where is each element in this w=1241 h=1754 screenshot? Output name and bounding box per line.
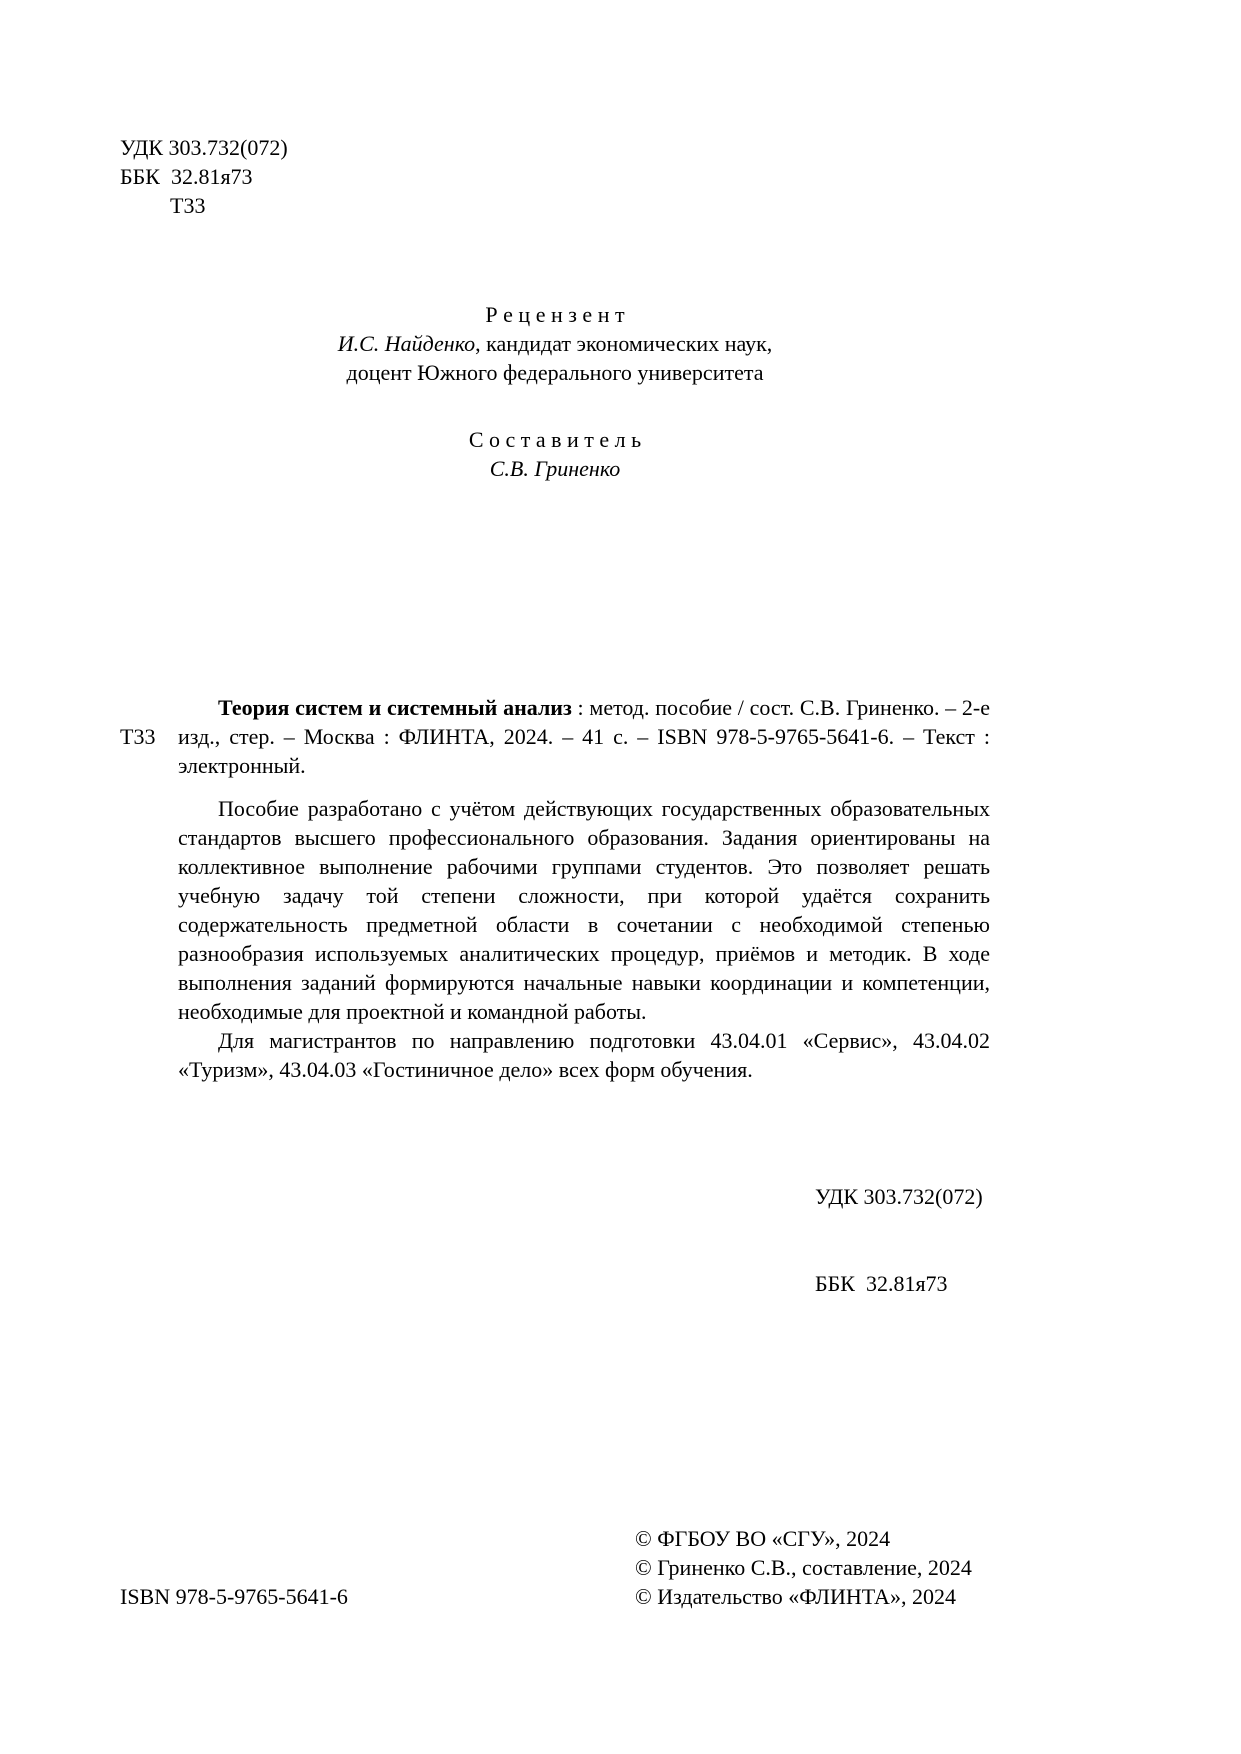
- copyright-line-2: © Гриненко С.В., составление, 2024: [635, 1555, 972, 1580]
- bibliographic-entry: [120, 693, 990, 780]
- copyright-line-1: © ФГБОУ ВО «СГУ», 2024: [635, 1526, 891, 1551]
- bottom-codes-block: [815, 1124, 990, 1356]
- udc-code-bottom: УДК 303.732(072): [815, 1184, 983, 1209]
- reviewer-heading: Р е ц е н з е н т: [485, 302, 625, 327]
- reviewer-name: И.С. Найденко: [337, 331, 476, 356]
- bbk-code-bottom: ББК 32.81я73: [815, 1271, 948, 1296]
- book-title: Теория систем и системный анализ: [218, 695, 572, 720]
- top-codes-block: [120, 133, 990, 220]
- annotation-block: [120, 794, 990, 1084]
- udc-code-top: УДК 303.732(072): [120, 135, 288, 160]
- compiler-block: [120, 425, 990, 483]
- author-sign-margin: Т33: [120, 724, 156, 749]
- compiler-heading: С о с т а в и т е л ь: [468, 427, 642, 452]
- copyright-line-3: © Издательство «ФЛИНТА», 2024: [635, 1584, 956, 1609]
- annotation-paragraph-1: Пособие разработано с учётом действующих государственных образовательных стандартов высшего профессионального образования. Задания ориентированы на коллективное выполнение рабочими группами студентов. Это позволяет решать учебную задачу той степени сложности, при которой удаётся сохранить содержательность предметной области в сочетании с необходимой степенью разнообразия используемых аналитических процедур, приёмов и методик. В ходе выполнения заданий формируются начальные навыки координации и компетенции, необходимые для проектной и командной работы.: [178, 796, 990, 1024]
- copyright-block: [635, 1524, 972, 1611]
- author-sign-top: Т33: [170, 193, 206, 218]
- reviewer-name-line: [120, 329, 990, 358]
- isbn: ISBN 978-5-9765-5641-6: [120, 1584, 348, 1609]
- compiler-name: С.В. Гриненко: [489, 456, 621, 481]
- imprint-row: [120, 1524, 990, 1611]
- annotation-paragraph-2: Для магистрантов по направлению подготовки 43.04.01 «Сервис», 43.04.02 «Туризм», 43.04.03 «Гостиничное дело» всех форм обучения.: [178, 1028, 990, 1082]
- bbk-code-top: ББК 32.81я73: [120, 164, 253, 189]
- reviewer-affiliation: доцент Южного федерального университета: [346, 360, 764, 385]
- reviewer-block: [120, 300, 990, 387]
- reviewer-degree: , кандидат экономических наук,: [475, 331, 773, 356]
- biblio-description: : метод. пособие / сост. С.В. Гриненко. – 2-е изд., стер. – Москва : ФЛИНТА, 2024. – 41 с. – ISBN 978-5-9765-5641-6. – Текст : электронный.: [178, 695, 990, 778]
